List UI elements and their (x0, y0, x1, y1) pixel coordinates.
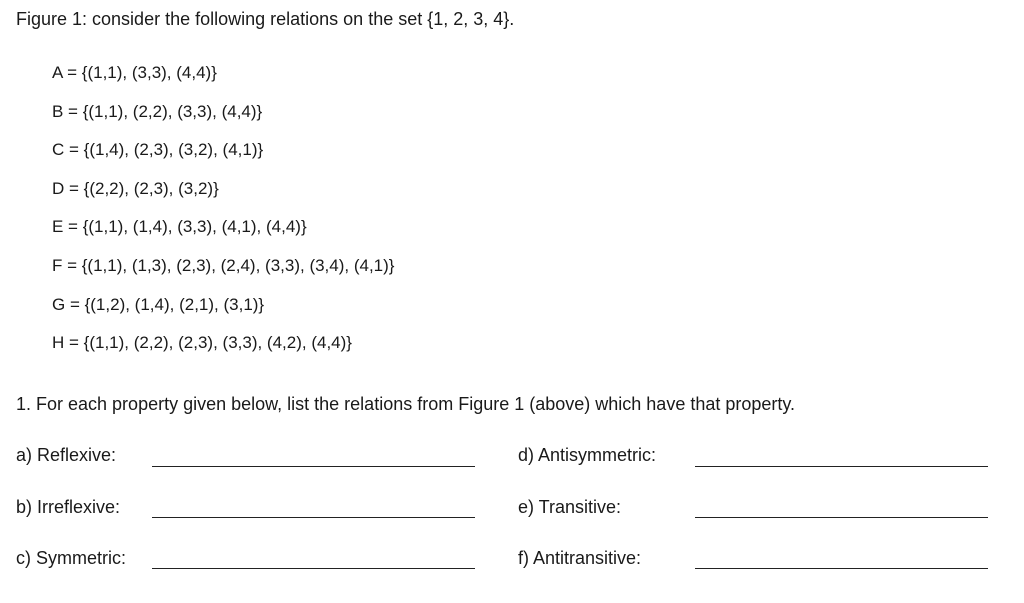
relation-d: D = {(2,2), (2,3), (3,2)} (52, 178, 219, 198)
symmetric-answer-line[interactable] (152, 568, 475, 569)
relation-e: E = {(1,1), (1,4), (3,3), (4,1), (4,4)} (52, 217, 307, 237)
property-antitransitive-label: f) Antitransitive: (518, 548, 642, 568)
relation-g: G = {(1,2), (1,4), (2,1), (3,1)} (52, 294, 265, 314)
relation-b: B = {(1,1), (2,2), (3,3), (4,4)} (52, 101, 263, 121)
property-reflexive-label: a) Reflexive: (16, 445, 117, 465)
antitransitive-answer-line[interactable] (695, 568, 988, 569)
question-text: 1. For each property given below, list the relations from Figure 1 (above) which have that property. (16, 394, 796, 414)
figure-caption: Figure 1: consider the following relations on the set {1, 2, 3, 4}. (16, 9, 515, 29)
relations-list (52, 62, 394, 371)
relation-c: C = {(1,4), (2,3), (3,2), (4,1)} (52, 140, 264, 160)
relation-f: F = {(1,1), (1,3), (2,3), (2,4), (3,3), (3,4), (4,1)} (52, 255, 395, 275)
property-transitive-label: e) Transitive: (518, 497, 622, 517)
property-irreflexive-label: b) Irreflexive: (16, 497, 121, 517)
reflexive-answer-line[interactable] (152, 466, 475, 467)
transitive-answer-line[interactable] (695, 517, 988, 518)
relation-a: A = {(1,1), (3,3), (4,4)} (52, 63, 217, 82)
relation-h: H = {(1,1), (2,2), (2,3), (3,3), (4,2), (4,4)} (52, 333, 352, 353)
property-antisymmetric-label: d) Antisymmetric: (518, 445, 657, 465)
antisymmetric-answer-line[interactable] (695, 466, 988, 467)
irreflexive-answer-line[interactable] (152, 517, 475, 518)
property-symmetric-label: c) Symmetric: (16, 548, 126, 568)
